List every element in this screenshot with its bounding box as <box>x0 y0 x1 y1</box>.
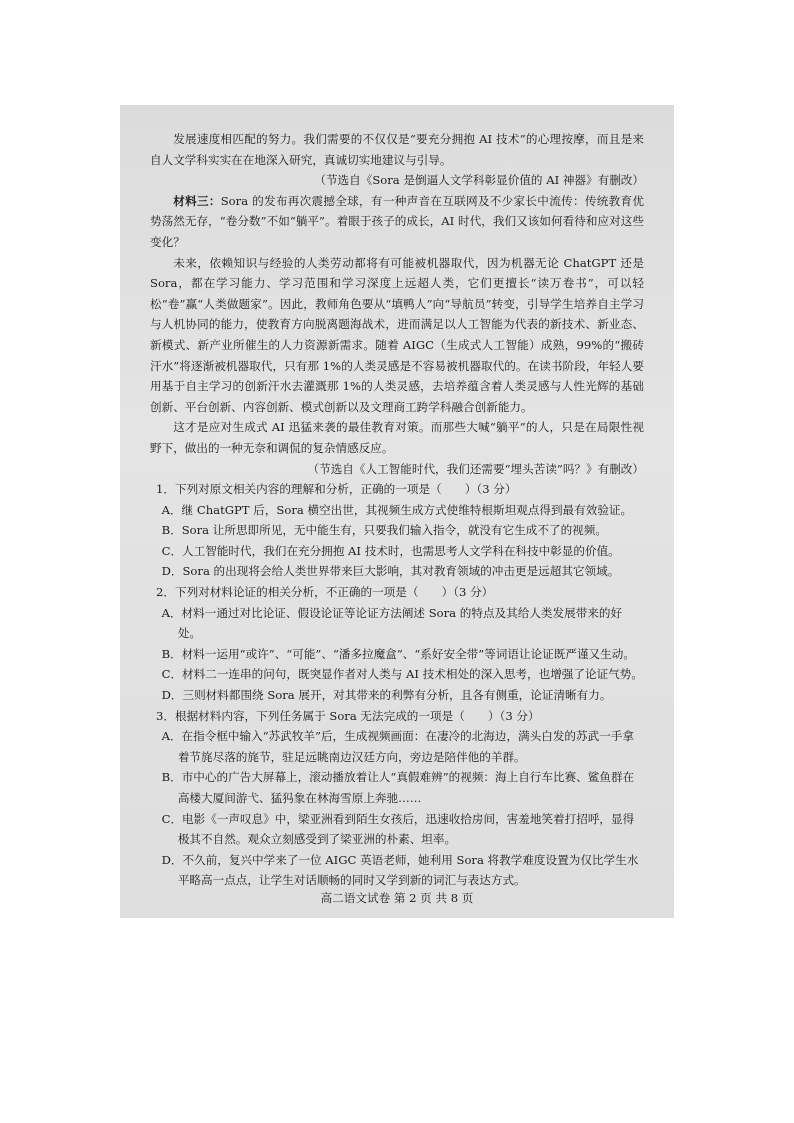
page-footer: 高二语文试卷 第 2 页 共 8 页 <box>320 891 474 905</box>
option-c: C．材料二一连串的问句，既突显作者对人类与 AI 技术相处的深入思考，也增强了论证气势。 <box>161 667 643 682</box>
question-stem: 2．下列对材料论证的相关分析，不正确的一项是（ ）（3 分） <box>156 585 494 600</box>
exam-page <box>120 105 674 918</box>
material3-p1-text: Sora 的发布再次震撼全球，有一种声音在互联网及不少家长中流传：传统教育优势荡然无存，“卷分数”不如“躺平”。着眼于孩子的成长，AI 时代，我们又该如何看待和应对这些变化？ <box>150 193 644 249</box>
option-d: D．三则材料都围绕 Sora 展开，对其带来的利弊有分析，且各有侧重，论证清晰有力。 <box>161 688 612 703</box>
continued-paragraph: 发展速度相匹配的努力。我们需要的不仅仅是“要充分拥抱 AI 技术”的心理按摩，而且是来自人文学科实实在在地深入研究，真诚切实地建议与引导。 <box>150 132 644 167</box>
option-c: C．电影《一声叹息》中，梁亚洲看到陌生女孩后，迅速收拾房间，害羞地笑着打招呼，显得极其不自然。观众立刻感受到了梁亚洲的朴素、坦率。 <box>161 811 635 847</box>
material3-paragraph-1 <box>150 191 644 253</box>
material3-paragraph-2: 未来，依赖知识与经验的人类劳动都将有可能被机器取代，因为机器无论 ChatGPT 还是 Sora，都在学习能力、学习范围和学习深度上远超人类，它们更擅长“读万卷书”，可以轻松“卷”赢“人类做题家”。因此，教师角色要从“填鸭人”向“导航员”转变，引导学生培养自主学习与人机协同的能力，使教育方向脱离题海战术，进而满足以人工智能为代表的新技术、新业态、新模式、新产业所催生的人力资源新需求。随着 AIGC（生成式人工智能）成熟，99%的“搬砖汗水”将逐渐被机器取代，只有那 1%的人类灵感是不容易被机器取代的。在读书阶段，年轻人要用基于自主学习的创新汗水去灌溉那 1%的人类灵感，去培养蕴含着人类灵感与人性光辉的基础创新、平台创新、内容创新、模式创新以及文理商工跨学科融合创新能力。 <box>150 255 644 414</box>
question-1 <box>150 479 644 582</box>
question-3 <box>150 706 644 891</box>
question-stem: 3．根据材料内容，下列任务属于 Sora 无法完成的一项是（ ）（3 分） <box>156 708 540 723</box>
option-a: A．在指令框中输入“苏武牧羊”后，生成视频画面：在凄冷的北海边，满头白发的苏武一手拿着节旄尽落的旄节，驻足远眺南边汉廷方向，旁边是陪伴他的羊群。 <box>161 729 634 764</box>
question-stem: 1．下列对原文相关内容的理解和分析，正确的一项是（ ）（3 分） <box>156 482 517 497</box>
option-b: B．Sora 让所思即所见，无中能生有，只要我们输入指令，就没有它生成不了的视频。 <box>161 523 607 538</box>
source-note-material2: （节选自《Sora 是倒逼人文学科彰显价值的 AI 神器》有删改） <box>314 173 644 188</box>
option-d: D．不久前，复兴中学来了一位 AIGC 英语老师，她利用 Sora 将教学难度设置为仅比学生水平略高一点点，让学生对话顺畅的同时又学到新的词汇与表达方式。 <box>161 852 639 888</box>
source-note-material3: （节选自《人工智能时代，我们还需要“埋头苦读”吗？》有删改） <box>307 461 644 476</box>
option-a: A．继 ChatGPT 后，Sora 横空出世，其视频生成方式使维特根斯坦观点得到最有效验证。 <box>161 502 633 517</box>
option-b: B．市中心的广告大屏幕上，滚动播放着让人“真假难辨”的视频：海上自行车比赛、鲨鱼群在高楼大厦间游弋、猛犸象在林海雪原上奔驰…… <box>161 770 635 805</box>
option-c: C．人工智能时代，我们在充分拥抱 AI 技术时，也需思考人文学科在科技中彰显的价值。 <box>161 543 620 558</box>
option-d: D．Sora 的出现将会给人类世界带来巨大影响，其对教育领域的冲击更是远超其它领域。 <box>161 564 620 579</box>
option-b: B．材料一运用“或许”、“可能”、“潘多拉魔盒”、“系好安全带”等词语让论证既严谨又生动。 <box>161 646 635 661</box>
question-2 <box>150 582 644 706</box>
material3-paragraph-3: 这才是应对生成式 AI 迅猛来袭的最佳教育对策。而那些大喊“躺平”的人，只是在局限性视野下，做出的一种无奈和调侃的复杂情感反应。 <box>150 420 644 455</box>
material3-label: 材料三： <box>173 193 221 208</box>
option-a: A．材料一通过对比论证、假设论证等论证方法阐述 Sora 的特点及其给人类发展带来的好处。 <box>161 605 623 641</box>
